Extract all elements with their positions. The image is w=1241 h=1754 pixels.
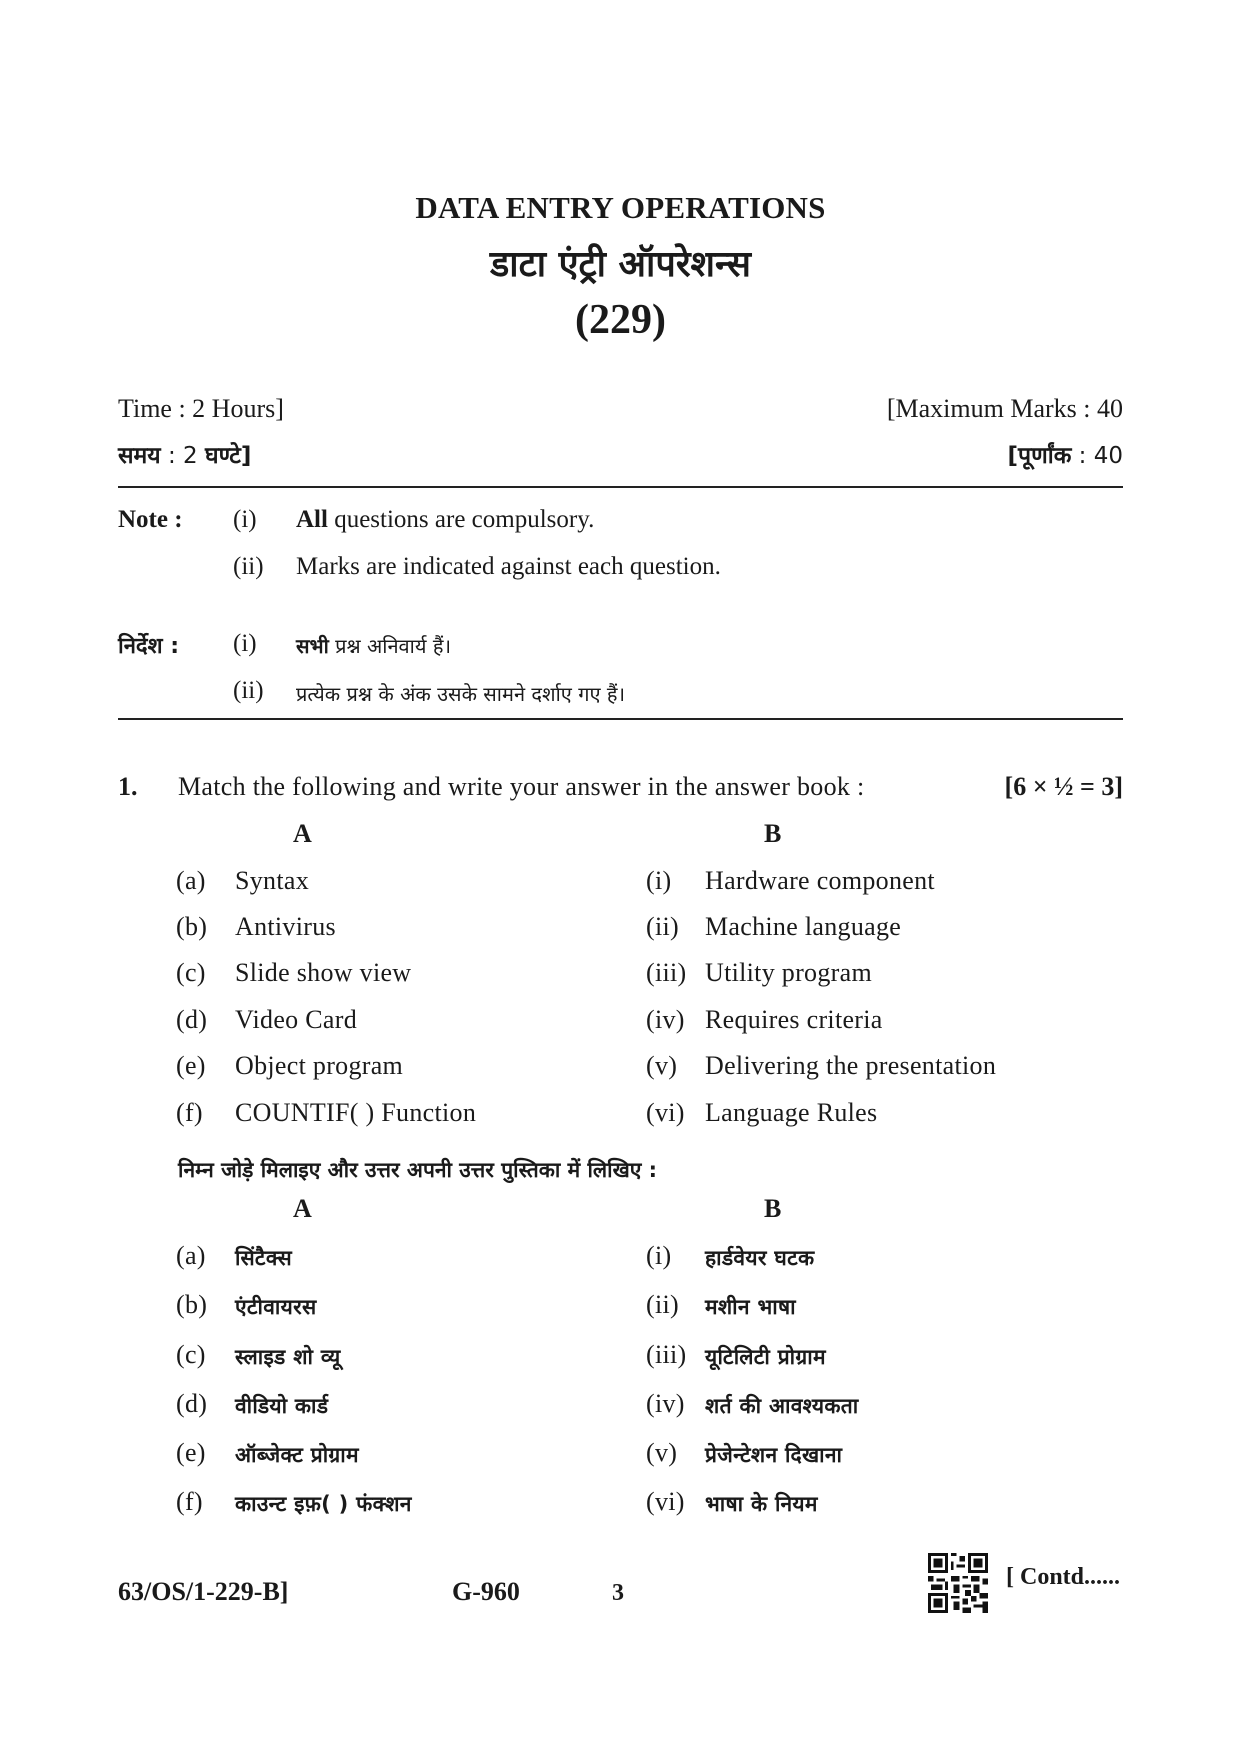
item-b-label: (ii) [646,912,679,941]
item-b-label: (iii) [646,958,687,987]
item-b-label: (iv) [646,1389,685,1418]
max-marks-english: [Maximum Marks : 40 [886,394,1123,423]
item-a-label: (c) [176,1340,206,1369]
subject-code: (229) [575,297,666,343]
item-a-label: (f) [176,1487,203,1516]
note-text [296,553,721,581]
question-text: Match the following and write your answer in the answer book : [178,772,865,801]
note-bold: All [296,506,328,533]
item-a-label: (c) [176,958,206,987]
item-b-text: प्रेजेन्टेशन दिखाना [705,1443,843,1467]
question-number: 1. [118,772,138,801]
note-rest: Marks are indicated against each question. [296,553,721,580]
item-a-label: (a) [176,1241,206,1270]
item-b-label: (v) [646,1051,678,1080]
item-a-text: ऑब्जेक्ट प्रोग्राम [235,1443,359,1467]
note-bold: सभी [296,634,329,658]
note-num: (ii) [233,553,264,580]
item-b-label: (v) [646,1438,678,1467]
item-a-text: काउन्ट इफ़( ) फंक्शन [235,1492,412,1516]
item-b-text: Machine language [705,912,902,941]
note-label-english: Note : [118,506,183,533]
question-marks: [6 × ½ = 3] [1004,772,1123,801]
item-b-text: यूटिलिटी प्रोग्राम [705,1345,826,1369]
item-b-text: हार्डवेयर घटक [705,1246,815,1270]
item-a-text: Antivirus [235,912,336,941]
note-text-hindi [296,632,451,659]
item-b-label: (i) [646,1241,672,1270]
column-a-heading-hindi: A [293,1194,312,1223]
item-b-label: (vi) [646,1098,685,1127]
max-marks-hindi-value: : 40 [1071,443,1123,469]
item-b-text: मशीन भाषा [705,1295,796,1319]
divider-notes [118,718,1123,720]
page-number: 3 [612,1580,624,1606]
item-a-label: (d) [176,1389,208,1418]
paper-title-english: DATA ENTRY OPERATIONS [415,190,826,225]
note-text-hindi [296,680,625,707]
item-a-text: Slide show view [235,958,412,987]
item-b-text: शर्त की आवश्यकता [705,1394,859,1418]
item-a-label: (e) [176,1051,206,1080]
item-b-label: (ii) [646,1290,679,1319]
note-num: (i) [233,506,257,533]
time-english: Time : 2 Hours] [118,394,284,423]
item-b-text: Requires criteria [705,1005,883,1034]
qr-code-icon [928,1553,988,1613]
item-a-text: सिंटैक्स [235,1246,292,1270]
question-text-hindi: निम्न जोड़े मिलाइए और उत्तर अपनी उत्तर पुस्तिका में लिखिए : [178,1158,658,1182]
item-a-label: (b) [176,912,208,941]
note-label-hindi: निर्देश : [118,634,180,659]
item-a-text: Object program [235,1051,404,1080]
item-b-label: (iv) [646,1005,685,1034]
paper-code: 63/OS/1-229-B] [118,1577,289,1606]
time-hindi-value: : 2 [160,443,205,469]
item-b-text: Language Rules [705,1098,878,1127]
item-a-label: (a) [176,866,206,895]
item-a-text: एंटीवायरस [235,1295,317,1319]
item-b-text: Delivering the presentation [705,1051,997,1080]
note-rest: प्रश्न अनिवार्य हैं। [328,634,452,658]
item-b-text: Hardware component [705,866,935,895]
note-num: (ii) [233,677,264,704]
item-b-label: (vi) [646,1487,685,1516]
item-a-label: (f) [176,1098,203,1127]
paper-title-hindi: डाटा एंट्री ऑपरेशन्स [490,244,751,285]
column-a-heading: A [293,819,312,848]
item-a-label: (e) [176,1438,206,1467]
note-rest: questions are compulsory. [327,506,595,533]
column-b-heading: B [764,819,782,848]
time-hindi [118,438,251,470]
item-a-text: वीडियो कार्ड [235,1394,329,1418]
item-a-text: स्लाइड शो व्यू [235,1345,341,1369]
note-text [296,506,594,534]
item-a-label: (b) [176,1290,208,1319]
item-b-text: Utility program [705,958,872,987]
item-b-text: भाषा के नियम [705,1492,818,1516]
time-hindi-label: समय [118,443,161,469]
continued-label: [ Contd...... [1006,1564,1121,1590]
item-a-label: (d) [176,1005,208,1034]
item-b-label: (iii) [646,1340,687,1369]
set-code: G-960 [452,1577,520,1606]
time-hindi-unit: घण्टे] [204,443,252,469]
item-a-text: Video Card [235,1005,358,1034]
note-num: (i) [233,630,257,657]
item-b-label: (i) [646,866,672,895]
max-marks-hindi [1008,438,1123,470]
item-a-text: Syntax [235,866,310,895]
note-rest: प्रत्येक प्रश्न के अंक उसके सामने दर्शाए गए हैं। [296,682,626,706]
item-a-text: COUNTIF( ) Function [235,1098,477,1127]
max-marks-hindi-label: [पूर्णांक [1007,443,1072,469]
divider-top [118,486,1123,488]
column-b-heading-hindi: B [764,1194,782,1223]
